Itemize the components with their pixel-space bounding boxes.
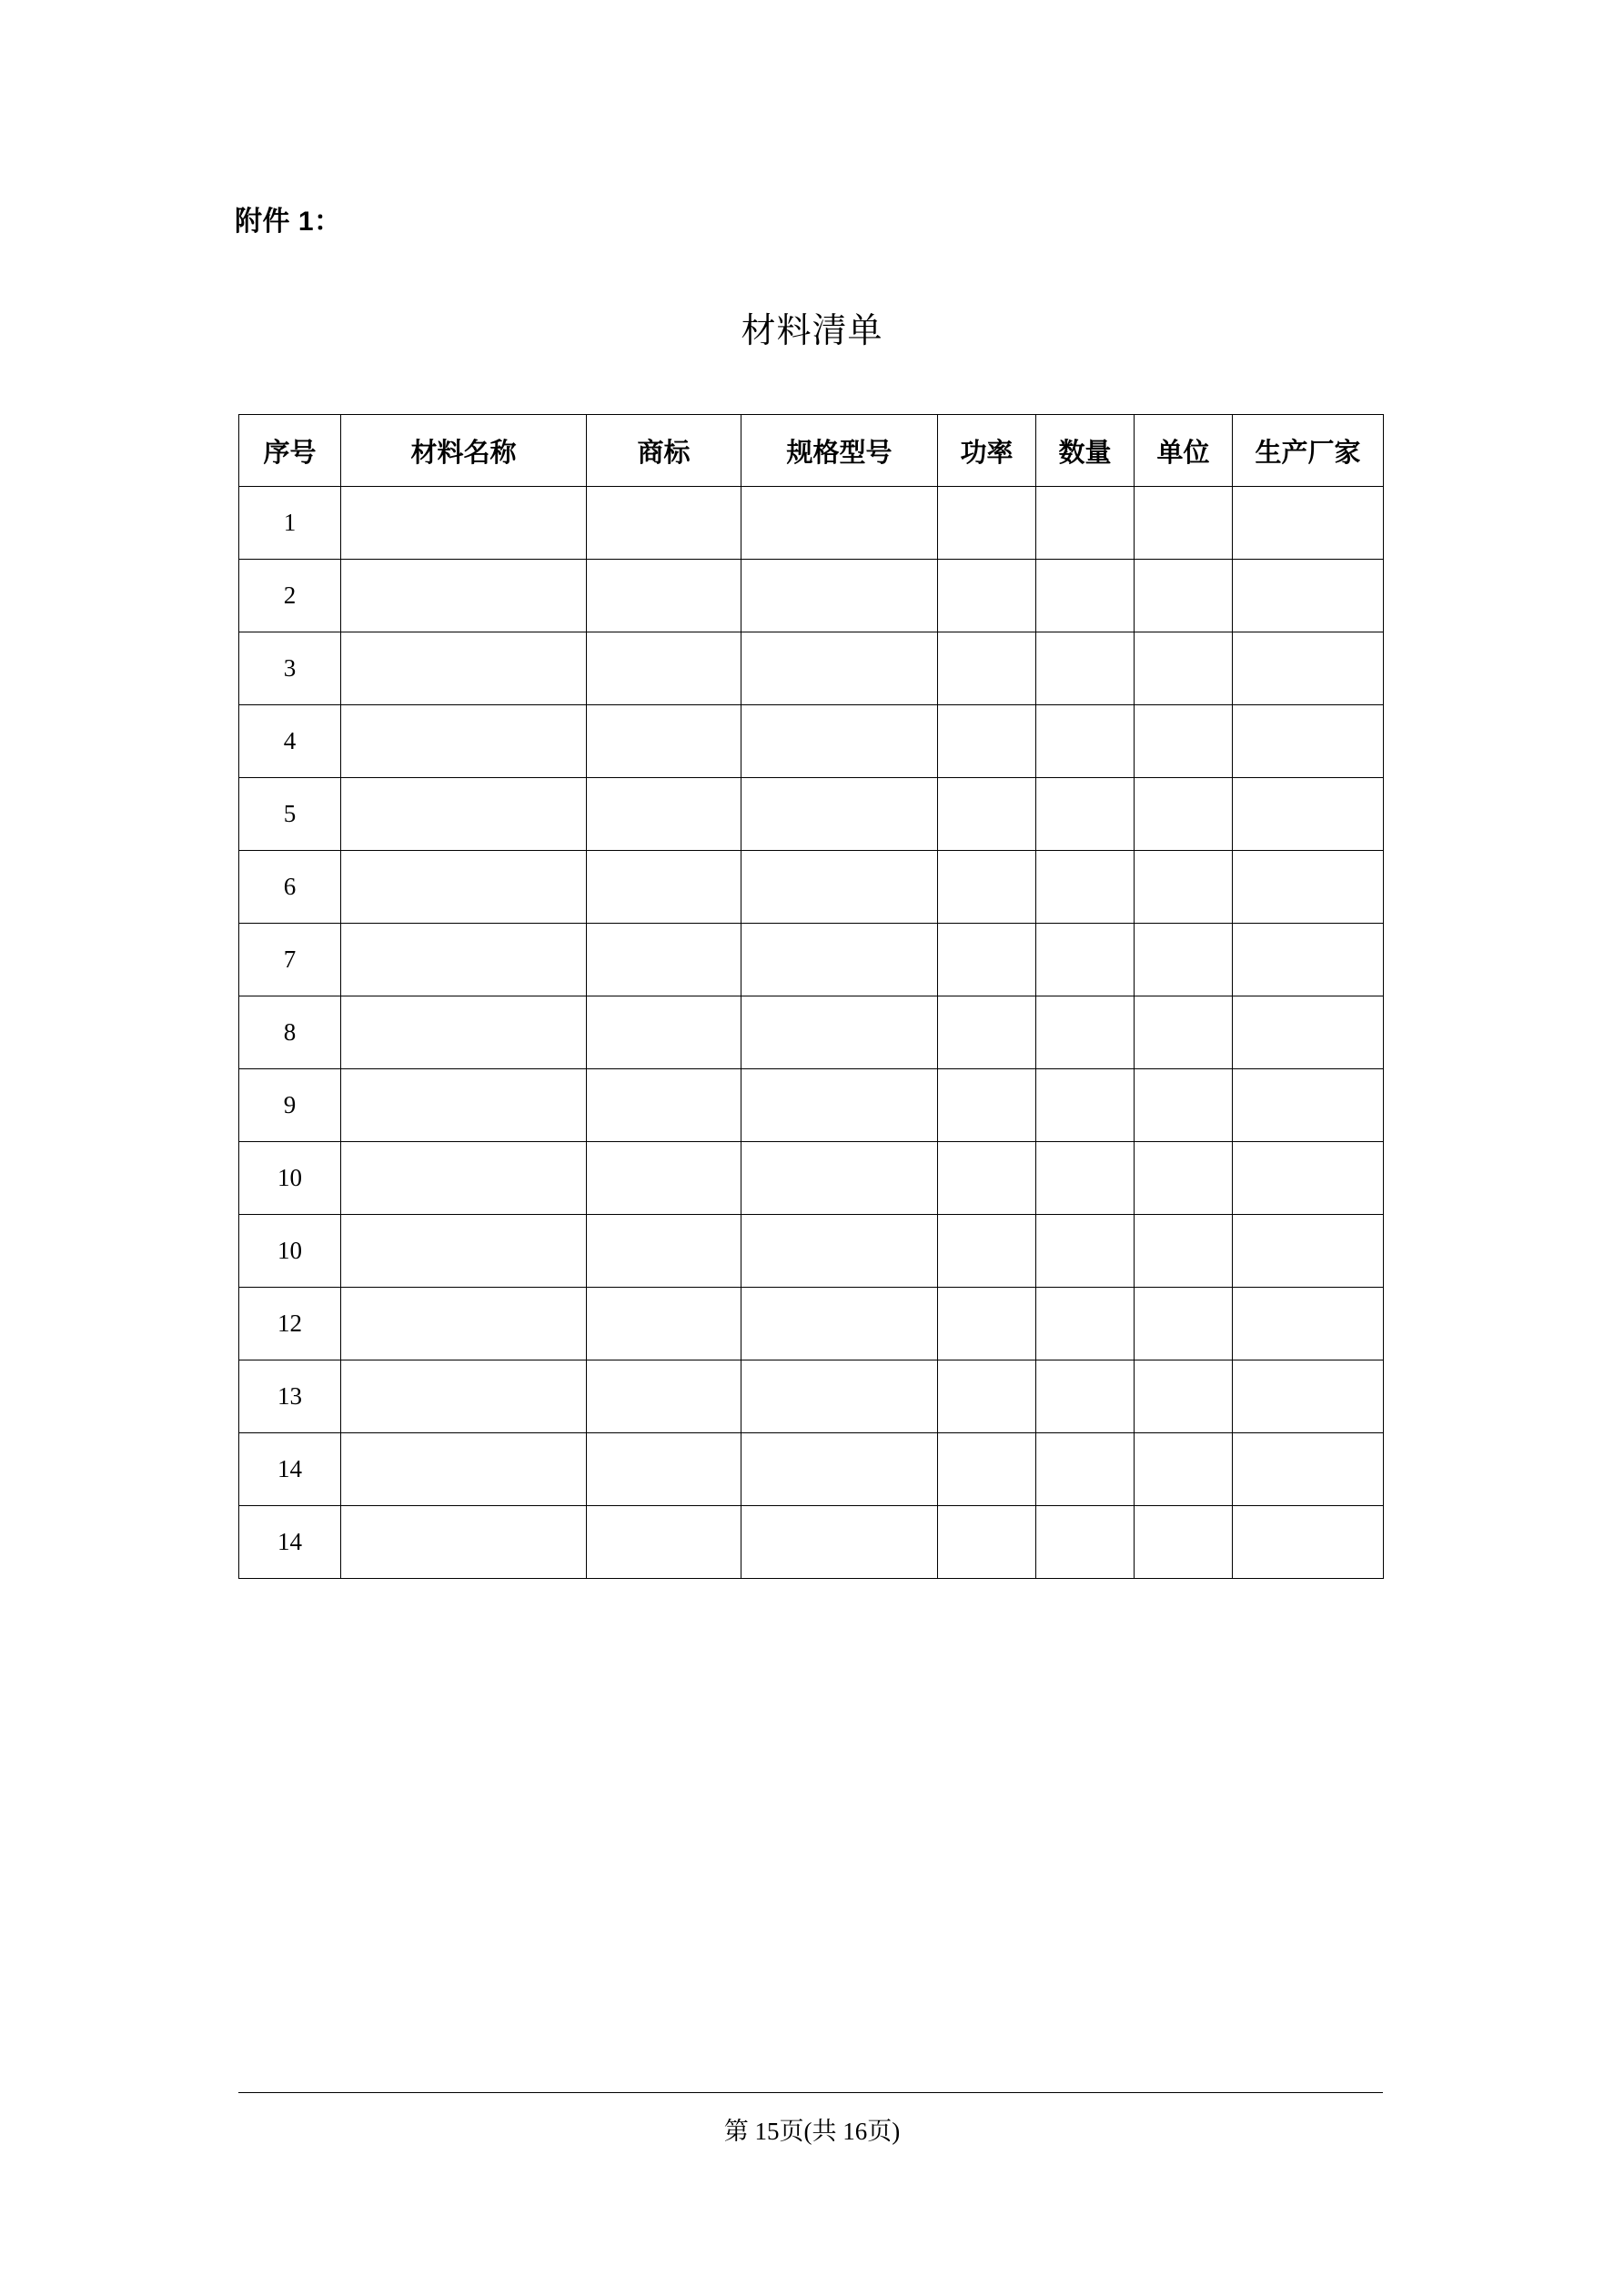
cell-qty[interactable] xyxy=(1036,487,1135,560)
cell-spec[interactable] xyxy=(741,851,938,924)
cell-maker[interactable] xyxy=(1233,924,1384,996)
attachment-label: 附件 1： xyxy=(235,207,342,237)
footer-divider xyxy=(238,2092,1383,2093)
cell-maker[interactable] xyxy=(1233,778,1384,851)
cell-index: 13 xyxy=(239,1360,341,1433)
cell-spec[interactable] xyxy=(741,1433,938,1506)
cell-name[interactable] xyxy=(341,1288,587,1360)
material-list-table-wrapper xyxy=(238,414,1383,1579)
cell-name[interactable] xyxy=(341,632,587,705)
cell-name[interactable] xyxy=(341,1215,587,1288)
cell-spec[interactable] xyxy=(741,632,938,705)
cell-index: 2 xyxy=(239,560,341,632)
cell-brand[interactable] xyxy=(587,1069,741,1142)
table-row xyxy=(239,851,1384,924)
cell-qty[interactable] xyxy=(1036,560,1135,632)
cell-brand[interactable] xyxy=(587,1433,741,1506)
cell-qty[interactable] xyxy=(1036,632,1135,705)
column-header-brand: 商标 xyxy=(587,415,741,487)
cell-unit[interactable] xyxy=(1135,560,1233,632)
cell-spec[interactable] xyxy=(741,705,938,778)
cell-brand[interactable] xyxy=(587,487,741,560)
cell-unit[interactable] xyxy=(1135,851,1233,924)
cell-brand[interactable] xyxy=(587,1215,741,1288)
cell-qty[interactable] xyxy=(1036,996,1135,1069)
cell-spec[interactable] xyxy=(741,778,938,851)
column-header-index: 序号 xyxy=(239,415,341,487)
cell-brand[interactable] xyxy=(587,851,741,924)
cell-unit[interactable] xyxy=(1135,1142,1233,1215)
cell-qty[interactable] xyxy=(1036,1360,1135,1433)
cell-index: 9 xyxy=(239,1069,341,1142)
cell-unit[interactable] xyxy=(1135,1069,1233,1142)
cell-unit[interactable] xyxy=(1135,1360,1233,1433)
cell-brand[interactable] xyxy=(587,1142,741,1215)
table-row xyxy=(239,1506,1384,1579)
cell-name[interactable] xyxy=(341,487,587,560)
cell-maker[interactable] xyxy=(1233,1069,1384,1142)
table-row xyxy=(239,487,1384,560)
cell-qty[interactable] xyxy=(1036,1142,1135,1215)
cell-power[interactable] xyxy=(938,924,1036,996)
cell-power[interactable] xyxy=(938,705,1036,778)
cell-index: 1 xyxy=(239,487,341,560)
cell-power[interactable] xyxy=(938,1506,1036,1579)
table-row xyxy=(239,1433,1384,1506)
cell-unit[interactable] xyxy=(1135,1433,1233,1506)
cell-index: 4 xyxy=(239,705,341,778)
cell-maker[interactable] xyxy=(1233,487,1384,560)
column-header-unit: 单位 xyxy=(1135,415,1233,487)
table-row xyxy=(239,778,1384,851)
table-row xyxy=(239,1360,1384,1433)
material-list-table xyxy=(238,414,1384,1579)
cell-name[interactable] xyxy=(341,1433,587,1506)
cell-name[interactable] xyxy=(341,705,587,778)
cell-name[interactable] xyxy=(341,560,587,632)
cell-unit[interactable] xyxy=(1135,632,1233,705)
cell-index: 3 xyxy=(239,632,341,705)
cell-unit[interactable] xyxy=(1135,487,1233,560)
cell-qty[interactable] xyxy=(1036,1069,1135,1142)
cell-name[interactable] xyxy=(341,1360,587,1433)
cell-qty[interactable] xyxy=(1036,924,1135,996)
cell-index: 12 xyxy=(239,1288,341,1360)
column-header-maker: 生产厂家 xyxy=(1233,415,1384,487)
cell-power[interactable] xyxy=(938,778,1036,851)
cell-name[interactable] xyxy=(341,851,587,924)
cell-qty[interactable] xyxy=(1036,851,1135,924)
cell-spec[interactable] xyxy=(741,1506,938,1579)
cell-brand[interactable] xyxy=(587,996,741,1069)
cell-maker[interactable] xyxy=(1233,1215,1384,1288)
column-header-power: 功率 xyxy=(938,415,1036,487)
page-title: 材料清单 xyxy=(741,312,883,350)
cell-name[interactable] xyxy=(341,778,587,851)
cell-qty[interactable] xyxy=(1036,705,1135,778)
cell-power[interactable] xyxy=(938,1360,1036,1433)
cell-name[interactable] xyxy=(341,996,587,1069)
cell-index: 14 xyxy=(239,1433,341,1506)
cell-qty[interactable] xyxy=(1036,1433,1135,1506)
cell-unit[interactable] xyxy=(1135,924,1233,996)
cell-qty[interactable] xyxy=(1036,1288,1135,1360)
page-footer: 第 15页(共 16页) xyxy=(723,2118,901,2145)
cell-unit[interactable] xyxy=(1135,996,1233,1069)
cell-unit[interactable] xyxy=(1135,705,1233,778)
cell-spec[interactable] xyxy=(741,1069,938,1142)
cell-name[interactable] xyxy=(341,1069,587,1142)
cell-qty[interactable] xyxy=(1036,1506,1135,1579)
cell-unit[interactable] xyxy=(1135,1215,1233,1288)
cell-index: 14 xyxy=(239,1506,341,1579)
cell-index: 10 xyxy=(239,1215,341,1288)
cell-power[interactable] xyxy=(938,560,1036,632)
cell-brand[interactable] xyxy=(587,778,741,851)
cell-spec[interactable] xyxy=(741,996,938,1069)
cell-power[interactable] xyxy=(938,851,1036,924)
cell-spec[interactable] xyxy=(741,1360,938,1433)
table-row xyxy=(239,560,1384,632)
cell-maker[interactable] xyxy=(1233,1142,1384,1215)
cell-unit[interactable] xyxy=(1135,1288,1233,1360)
cell-maker[interactable] xyxy=(1233,1288,1384,1360)
cell-qty[interactable] xyxy=(1036,1215,1135,1288)
table-row xyxy=(239,705,1384,778)
column-header-qty: 数量 xyxy=(1036,415,1135,487)
table-row xyxy=(239,1142,1384,1215)
cell-maker[interactable] xyxy=(1233,1360,1384,1433)
cell-name[interactable] xyxy=(341,1142,587,1215)
cell-index: 5 xyxy=(239,778,341,851)
cell-power[interactable] xyxy=(938,1288,1036,1360)
cell-name[interactable] xyxy=(341,924,587,996)
cell-spec[interactable] xyxy=(741,487,938,560)
cell-maker[interactable] xyxy=(1233,851,1384,924)
cell-index: 7 xyxy=(239,924,341,996)
cell-index: 6 xyxy=(239,851,341,924)
cell-unit[interactable] xyxy=(1135,1506,1233,1579)
cell-brand[interactable] xyxy=(587,1288,741,1360)
column-header-spec: 规格型号 xyxy=(741,415,938,487)
cell-name[interactable] xyxy=(341,1506,587,1579)
cell-brand[interactable] xyxy=(587,705,741,778)
cell-power[interactable] xyxy=(938,1142,1036,1215)
cell-qty[interactable] xyxy=(1036,778,1135,851)
cell-maker[interactable] xyxy=(1233,996,1384,1069)
cell-brand[interactable] xyxy=(587,560,741,632)
table-row xyxy=(239,1069,1384,1142)
cell-power[interactable] xyxy=(938,487,1036,560)
cell-brand[interactable] xyxy=(587,1360,741,1433)
cell-unit[interactable] xyxy=(1135,778,1233,851)
cell-index: 8 xyxy=(239,996,341,1069)
table-header xyxy=(239,415,1384,487)
cell-spec[interactable] xyxy=(741,1142,938,1215)
table-row xyxy=(239,996,1384,1069)
cell-power[interactable] xyxy=(938,1069,1036,1142)
table-row xyxy=(239,1288,1384,1360)
cell-maker[interactable] xyxy=(1233,632,1384,705)
cell-power[interactable] xyxy=(938,996,1036,1069)
cell-brand[interactable] xyxy=(587,924,741,996)
cell-index: 10 xyxy=(239,1142,341,1215)
table-body xyxy=(239,487,1384,1579)
cell-maker[interactable] xyxy=(1233,705,1384,778)
cell-power[interactable] xyxy=(938,1215,1036,1288)
column-header-name: 材料名称 xyxy=(341,415,587,487)
table-header-row xyxy=(239,415,1384,487)
cell-power[interactable] xyxy=(938,632,1036,705)
cell-brand[interactable] xyxy=(587,1506,741,1579)
cell-spec[interactable] xyxy=(741,1215,938,1288)
cell-spec[interactable] xyxy=(741,1288,938,1360)
cell-maker[interactable] xyxy=(1233,1433,1384,1506)
cell-spec[interactable] xyxy=(741,560,938,632)
cell-spec[interactable] xyxy=(741,924,938,996)
table-row xyxy=(239,924,1384,996)
cell-brand[interactable] xyxy=(587,632,741,705)
cell-maker[interactable] xyxy=(1233,1506,1384,1579)
cell-power[interactable] xyxy=(938,1433,1036,1506)
table-row xyxy=(239,632,1384,705)
table-row xyxy=(239,1215,1384,1288)
cell-maker[interactable] xyxy=(1233,560,1384,632)
